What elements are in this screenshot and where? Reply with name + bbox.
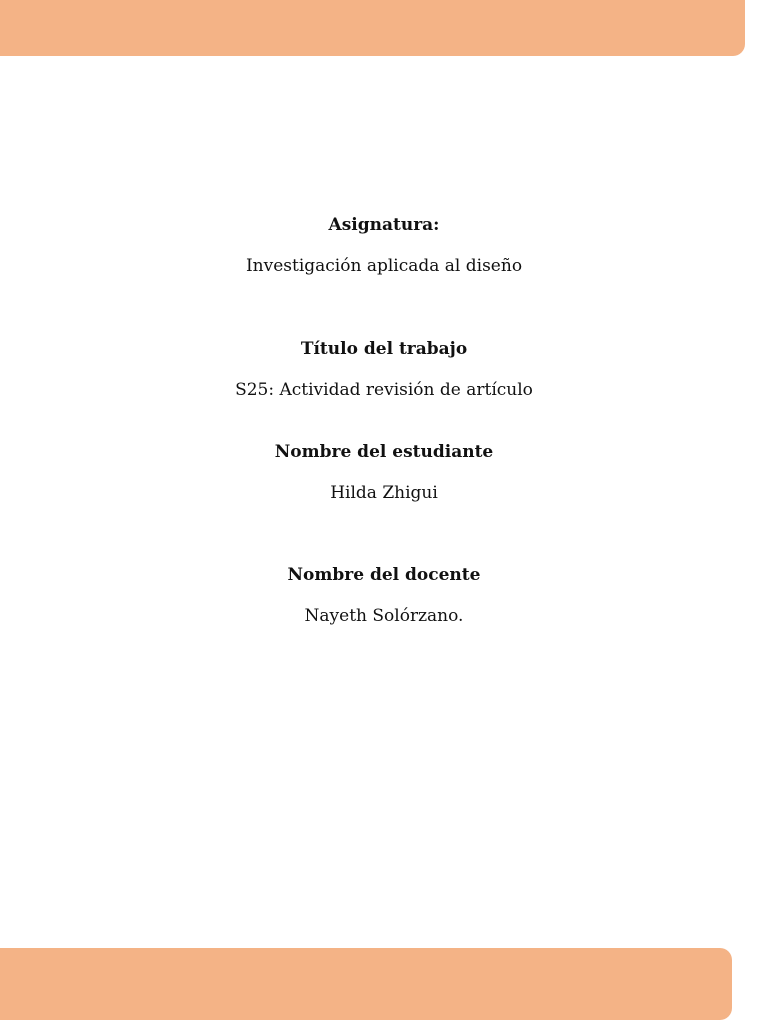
- student-heading: Nombre del estudiante: [274, 442, 494, 462]
- title-value: S25: Actividad revisión de artículo: [235, 380, 533, 400]
- student-value: Hilda Zhigui: [330, 483, 438, 503]
- subject-heading: Asignatura:: [328, 215, 440, 235]
- title-heading: Título del trabajo: [300, 339, 468, 359]
- teacher-heading: Nombre del docente: [287, 565, 481, 585]
- teacher-value: Nayeth Solórzano.: [304, 606, 464, 626]
- bottom-decorative-band: [0, 948, 732, 1020]
- subject-value: Investigación aplicada al diseño: [245, 256, 523, 276]
- top-decorative-band: [0, 0, 745, 56]
